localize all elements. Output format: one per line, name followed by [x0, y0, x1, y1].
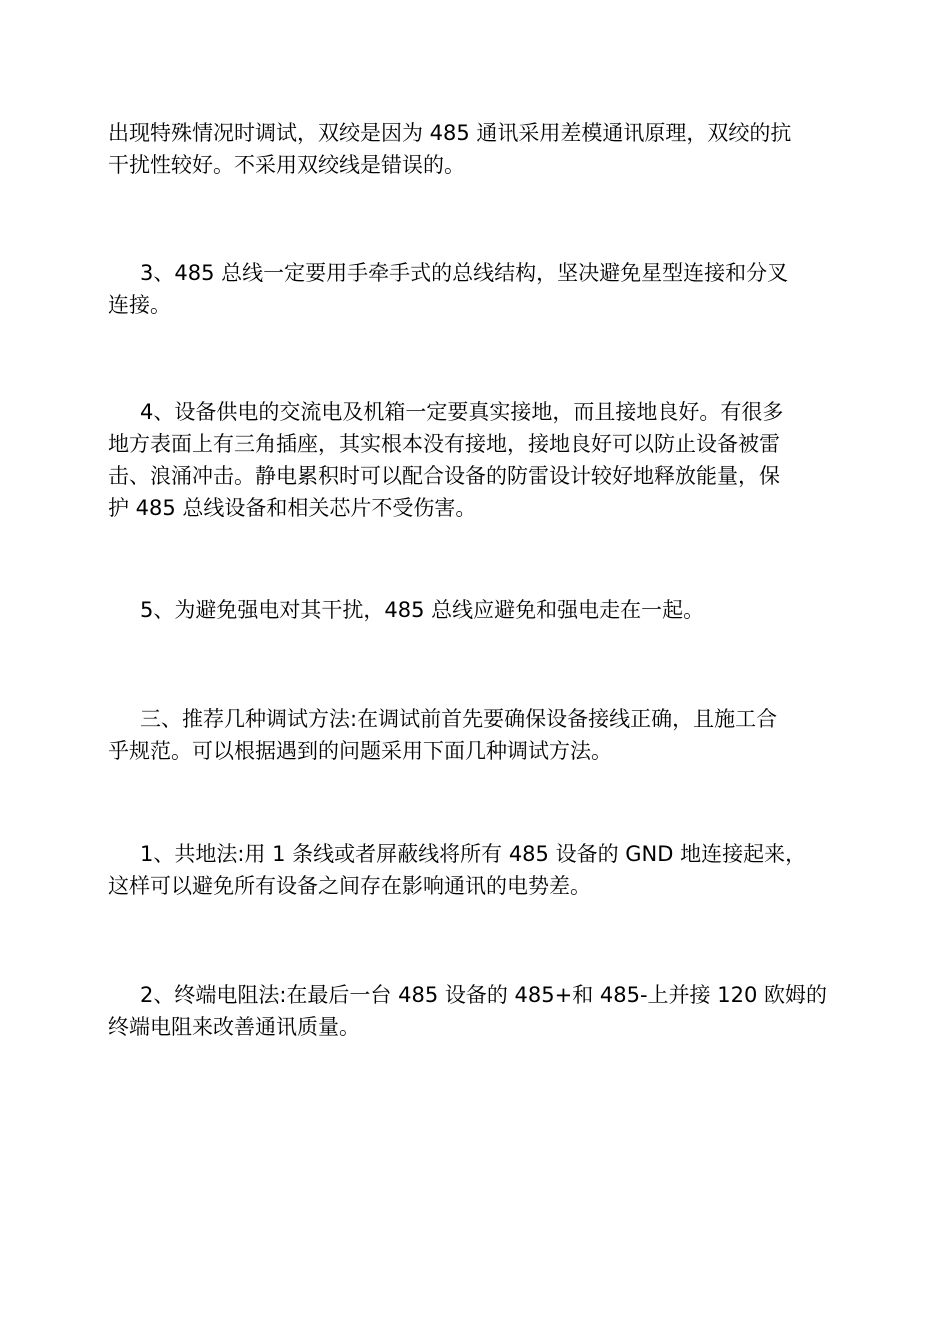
paragraph-twisted-pair: [108, 117, 832, 181]
paragraph-line: 这样可以避免所有设备之间存在影响通讯的电势差。: [108, 874, 591, 898]
paragraph-line: 2、终端电阻法:在最后一台 485 设备的 485+和 485-上并接 120 欧姆的: [140, 983, 827, 1007]
paragraph-line: 5、为避免强电对其干扰，485 总线应避免和强电走在一起。: [140, 598, 705, 622]
paragraph-section-3-debug-methods: [108, 703, 832, 767]
paragraph-item-3-bus-structure: [108, 257, 832, 321]
paragraph-line: 4、设备供电的交流电及机箱一定要真实接地，而且接地良好。有很多: [140, 400, 784, 424]
paragraph-line: 乎规范。可以根据遇到的问题采用下面几种调试方法。: [108, 739, 612, 763]
paragraph-line: 地方表面上有三角插座，其实根本没有接地，接地良好可以防止设备被雷: [108, 432, 780, 456]
paragraph-line: 1、共地法:用 1 条线或者屏蔽线将所有 485 设备的 GND 地连接起来，: [140, 842, 807, 866]
paragraph-item-5-strong-current: [108, 594, 832, 626]
paragraph-line: 终端电阻来改善通讯质量。: [108, 1015, 360, 1039]
paragraph-line: 三、推荐几种调试方法:在调试前首先要确保设备接线正确，且施工合: [140, 707, 778, 731]
paragraph-line: 连接。: [108, 293, 171, 317]
paragraph-line: 护 485 总线设备和相关芯片不受伤害。: [108, 496, 477, 520]
paragraph-line: 干扰性较好。不采用双绞线是错误的。: [108, 153, 465, 177]
paragraph-method-2-terminal-resistor: [108, 979, 832, 1043]
paragraph-item-4-grounding: [108, 396, 832, 524]
paragraph-line: 3、485 总线一定要用手牵手式的总线结构，坚决避免星型连接和分叉: [140, 261, 789, 285]
paragraph-method-1-common-ground: [108, 838, 832, 902]
paragraph-line: 击、浪涌冲击。静电累积时可以配合设备的防雷设计较好地释放能量，保: [108, 464, 780, 488]
paragraph-line: 出现特殊情况时调试，双绞是因为 485 通讯采用差模通讯原理，双绞的抗: [108, 121, 792, 145]
